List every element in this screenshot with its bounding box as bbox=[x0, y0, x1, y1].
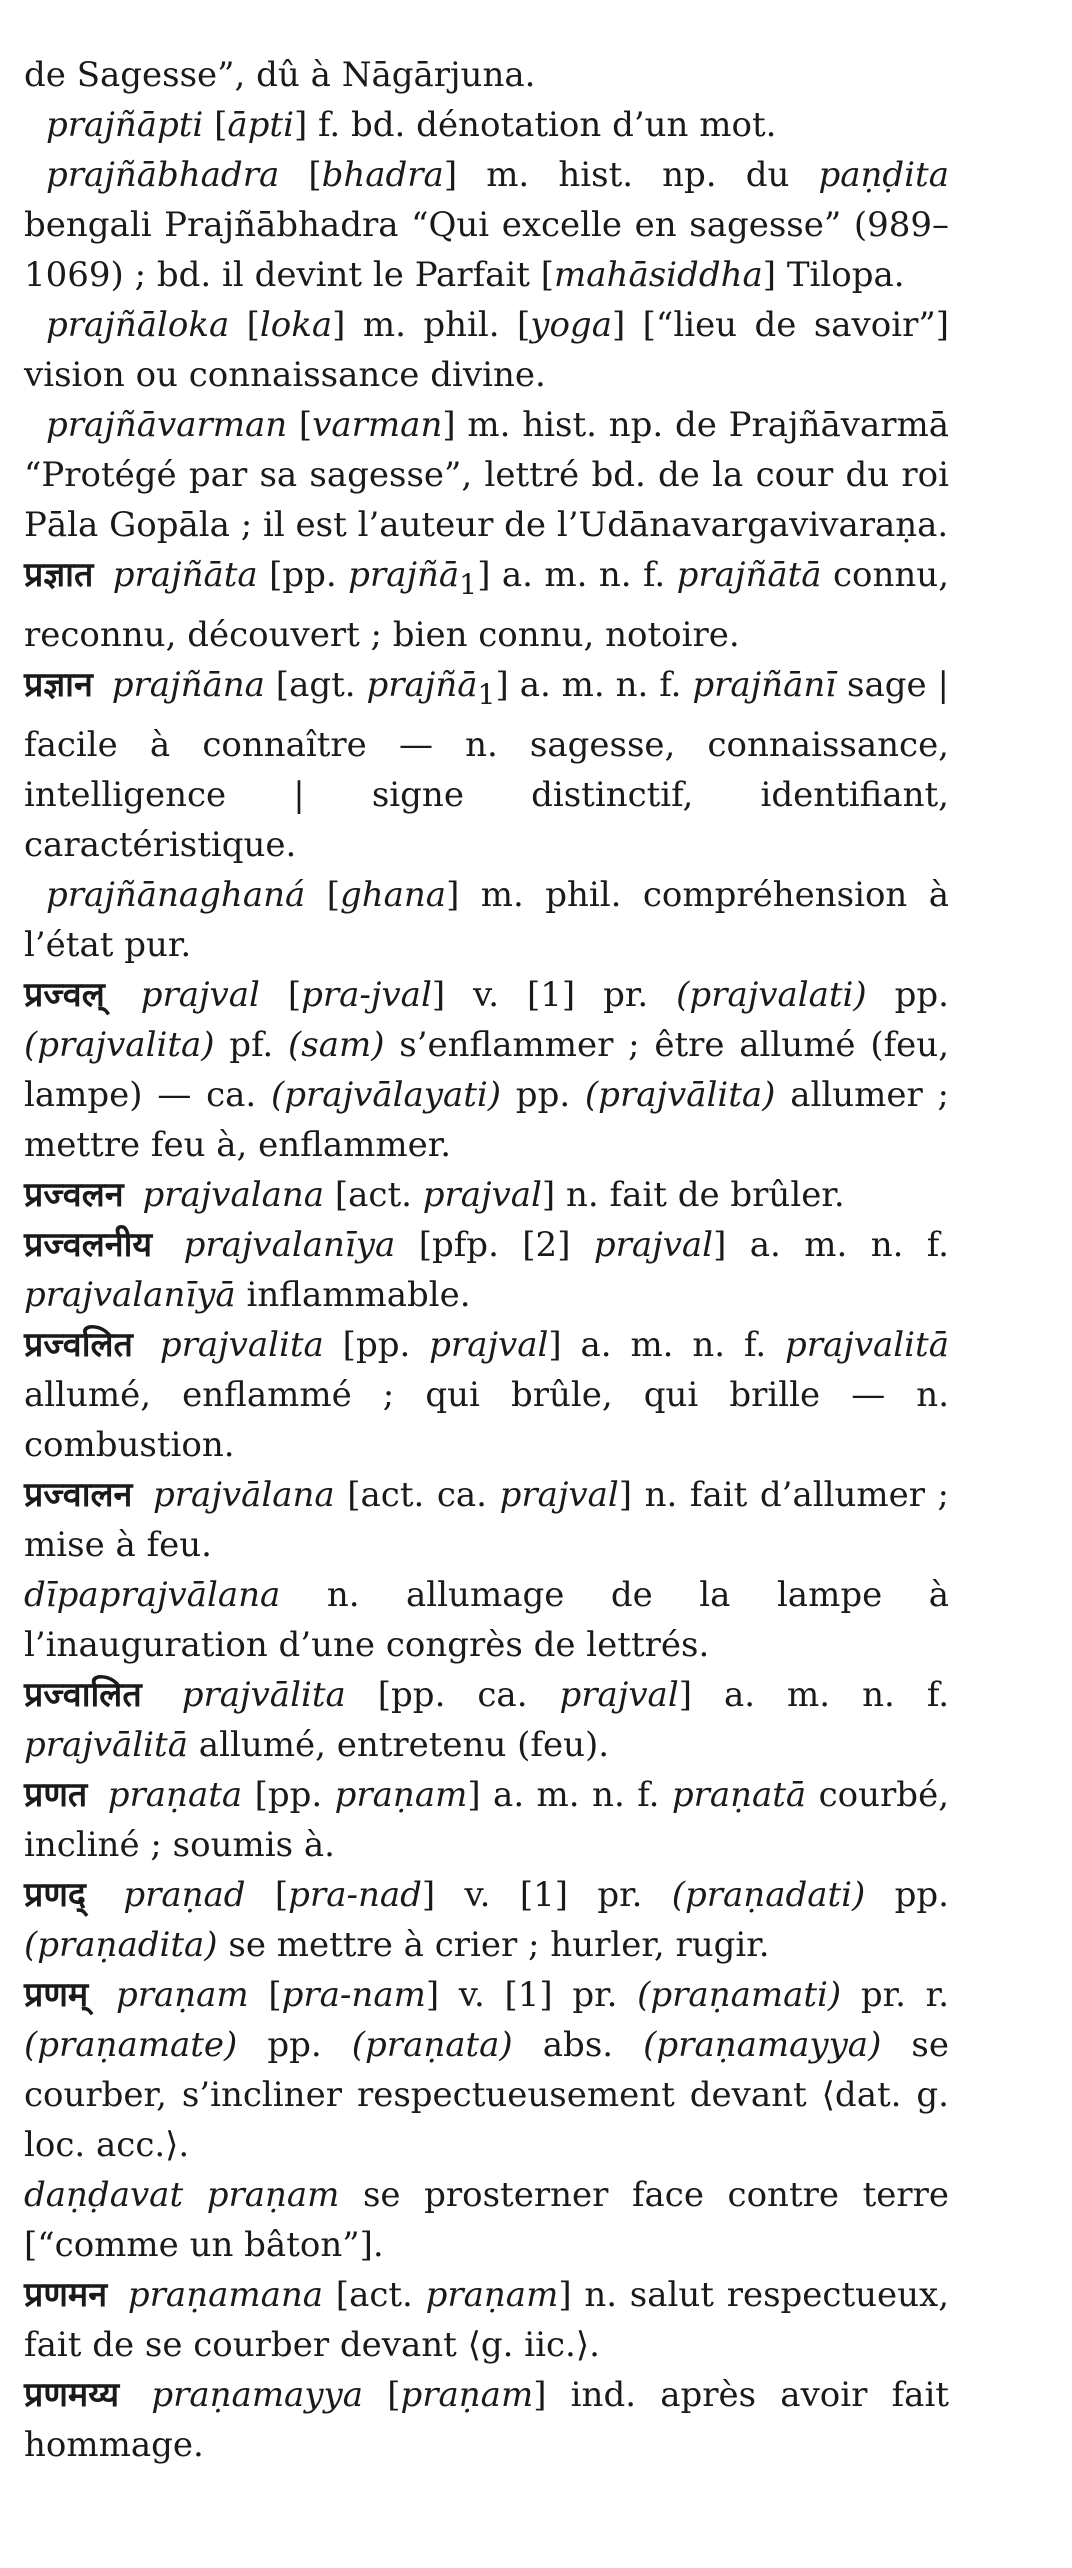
italic-text: (prajvālayati) bbox=[271, 1074, 502, 1115]
italic-text: prajval bbox=[499, 1474, 619, 1515]
entry-text: [ bbox=[229, 305, 260, 345]
entry-text bbox=[115, 2275, 128, 2315]
entry-text: [act. bbox=[323, 2274, 426, 2315]
italic-text: (praṇamayya) bbox=[643, 2024, 882, 2065]
italic-text: praṇata bbox=[107, 1774, 243, 1815]
entry-text: ] v. [1] pr. bbox=[425, 1974, 638, 2015]
italic-text: prajñāvarman bbox=[46, 405, 288, 445]
italic-text: prajñāloka bbox=[46, 305, 230, 345]
entry-text: [ bbox=[259, 974, 302, 1015]
italic-text: prajvalanīya bbox=[183, 1224, 396, 1265]
entry-text: [ bbox=[305, 874, 340, 915]
italic-text: prajñā bbox=[366, 664, 478, 705]
dictionary-entry-prajnabhadra bbox=[24, 150, 949, 300]
entry-text: allumer ; mettre feu à, enflammer. bbox=[24, 1074, 950, 1165]
italic-text: prajñāna bbox=[111, 664, 265, 705]
entry-text: pp. bbox=[501, 1074, 585, 1115]
italic-text: prajvalitā bbox=[785, 1324, 949, 1365]
italic-text: (prajvālita) bbox=[584, 1074, 776, 1115]
dictionary-page bbox=[24, 50, 949, 2470]
entry-text: abs. bbox=[512, 2024, 644, 2065]
italic-text: prajvalita bbox=[159, 1324, 324, 1365]
entry-text: ] a. m. n. f. bbox=[713, 1224, 949, 1265]
entry-text: allumé, entretenu (feu). bbox=[188, 1724, 610, 1765]
devanagari-headword: प्रणमय्य bbox=[24, 2374, 120, 2415]
entry-text: pp. bbox=[866, 974, 949, 1015]
italic-text: (praṇamati) bbox=[637, 1974, 842, 2015]
entry-text: se mettre à crier ; hurler, rugir. bbox=[217, 1924, 770, 1965]
dictionary-entry-prajnapti bbox=[24, 100, 949, 150]
dictionary-entry-prajval bbox=[24, 970, 949, 1170]
entry-text bbox=[150, 1675, 182, 1715]
entry-text: [pp. bbox=[323, 1324, 430, 1365]
italic-text: praṇam bbox=[400, 2374, 534, 2415]
entry-text: ] v. [1] pr. bbox=[431, 974, 677, 1015]
italic-text: paṇḍita bbox=[818, 155, 949, 195]
entry-text: ] a. m. n. f. bbox=[467, 1774, 672, 1815]
entry-text: bengali Prajñābhadra “Qui excelle en sagesse” (989–1069) ; bd. il devint le Parfait [ bbox=[24, 205, 949, 295]
devanagari-headword: प्रज्वलन bbox=[24, 1174, 124, 1215]
dictionary-entry-pranata bbox=[24, 1770, 949, 1870]
entry-text bbox=[160, 1225, 183, 1265]
dictionary-entry-prajvalita bbox=[24, 1320, 949, 1470]
entry-text bbox=[127, 2375, 151, 2415]
entry-text: [pp. bbox=[242, 1774, 335, 1815]
entry-text: ] v. [1] pr. bbox=[421, 1874, 672, 1915]
entry-text: connu, reconnu, découvert ; bien connu, notoire. bbox=[24, 555, 950, 655]
dictionary-entry-prajnata bbox=[24, 550, 949, 660]
italic-text: āpti bbox=[227, 105, 294, 145]
dictionary-entry-prajvaalana bbox=[24, 1470, 949, 1570]
italic-text: prajval bbox=[140, 974, 260, 1015]
entry-text: ] a. m. n. f. bbox=[678, 1674, 949, 1715]
italic-text: praṇam bbox=[115, 1974, 249, 2015]
italic-text: prajñātā bbox=[676, 555, 822, 595]
entry-text: [ bbox=[245, 1874, 289, 1915]
italic-text: prajvalanīyā bbox=[24, 1274, 236, 1315]
entry-text: ] [“lieu de savoir”] vision ou connaissance divine. bbox=[24, 305, 950, 395]
entry-text: se courber, s’incliner respectueusement devant ⟨dat. g. loc. acc.⟩. bbox=[24, 2024, 949, 2165]
entry-text: ] n. salut respectueux, fait de se courber devant ⟨g. iic.⟩. bbox=[24, 2274, 950, 2365]
entry-text: ] f. bd. dénotation d’un mot. bbox=[293, 105, 777, 145]
entry-text: ] m. phil. [ bbox=[332, 305, 531, 345]
italic-text: loka bbox=[259, 305, 333, 345]
italic-text: (praṇadita) bbox=[24, 1924, 218, 1965]
dictionary-entry-dandavat bbox=[24, 2170, 949, 2270]
italic-text: prajvālitā bbox=[24, 1724, 188, 1765]
italic-text: varman bbox=[312, 405, 443, 445]
devanagari-headword: प्रज्ञात bbox=[24, 555, 94, 595]
entry-text: [ bbox=[279, 155, 322, 195]
entry-text: pf. bbox=[214, 1024, 289, 1065]
devanagari-headword: प्रणत bbox=[24, 1774, 88, 1815]
entry-text: ] n. fait d’allumer ; mise à feu. bbox=[24, 1474, 950, 1565]
italic-text: praṇamayya bbox=[151, 2374, 364, 2415]
italic-text: prajval bbox=[429, 1324, 549, 1365]
devanagari-headword: प्रणमन bbox=[24, 2274, 108, 2315]
italic-text: prajval bbox=[422, 1174, 542, 1215]
dictionary-entry-prajvalaniya bbox=[24, 1220, 949, 1320]
italic-text: dīpaprajvālana bbox=[24, 1574, 281, 1615]
italic-text: pra-jval bbox=[301, 974, 432, 1015]
devanagari-headword: प्रज्वालन bbox=[24, 1474, 133, 1515]
italic-text: praṇam bbox=[334, 1774, 468, 1815]
entry-text: n. allumage de la lampe à l’inauguration d’une congrès de lettrés. bbox=[24, 1574, 949, 1665]
entry-text: [act. ca. bbox=[334, 1474, 500, 1515]
italic-text: prajñāpti bbox=[46, 105, 204, 145]
italic-text: mahāsiddha bbox=[554, 255, 763, 295]
italic-text: (praṇamate) bbox=[24, 2024, 238, 2065]
devanagari-headword: प्रज्वलित bbox=[24, 1324, 133, 1365]
entry-text: de Sagesse”, dû à Nāgārjuna. bbox=[24, 55, 536, 95]
italic-text: prajñābhadra bbox=[46, 155, 280, 195]
italic-text: bhadra bbox=[321, 155, 444, 195]
entry-text bbox=[96, 1975, 116, 2015]
entry-text bbox=[132, 1175, 143, 1215]
italic-text: daṇḍavat praṇam bbox=[24, 2174, 340, 2215]
entry-text bbox=[95, 1775, 107, 1815]
entry-text: se prosterner face contre terre [“comme un bâton”]. bbox=[24, 2174, 949, 2265]
entry-text: ] a. m. n. f. bbox=[477, 555, 677, 595]
italic-text: praṇad bbox=[123, 1874, 246, 1915]
entry-text: [ bbox=[248, 1974, 282, 2015]
italic-text: praṇamana bbox=[127, 2274, 324, 2315]
entry-text: [ bbox=[203, 105, 228, 145]
entry-text: ] a. m. n. f. bbox=[548, 1324, 785, 1365]
entry-text bbox=[94, 1875, 123, 1915]
entry-text: ] Tilopa. bbox=[762, 255, 905, 295]
entry-text bbox=[101, 665, 112, 705]
entry-text: pp. bbox=[865, 1874, 949, 1915]
entry-text: s’enflammer ; être allumé (feu, lampe) — ca. bbox=[24, 1024, 949, 1115]
italic-text: prajñā bbox=[348, 555, 460, 595]
entry-text: [pp. bbox=[257, 555, 349, 595]
italic-text: prajvālita bbox=[181, 1674, 346, 1715]
devanagari-headword: प्रणद् bbox=[24, 1874, 86, 1915]
entry-text: [pp. ca. bbox=[345, 1674, 560, 1715]
dictionary-entry-prajvaalita bbox=[24, 1670, 949, 1770]
entry-text: sage | facile à connaître — n. sagesse, connaissance, intelligence | signe distinctif, identifiant, caractéristique. bbox=[24, 664, 949, 865]
entry-text: courbé, incliné ; soumis à. bbox=[24, 1774, 949, 1865]
italic-text: pra-nad bbox=[288, 1874, 422, 1915]
italic-text: (sam) bbox=[288, 1024, 385, 1065]
dictionary-entry-prajnana bbox=[24, 660, 949, 870]
entry-text: inflammable. bbox=[235, 1274, 471, 1315]
dictionary-entry-dipaprajvalana bbox=[24, 1570, 949, 1670]
italic-text: (prajvalita) bbox=[24, 1024, 215, 1065]
dictionary-entry-prajnavarman bbox=[24, 400, 949, 550]
devanagari-headword: प्रज्वल् bbox=[24, 974, 105, 1015]
italic-text: prajvalana bbox=[142, 1174, 325, 1215]
dictionary-entry-prajnanaghana bbox=[24, 870, 949, 970]
devanagari-headword: प्रणम् bbox=[24, 1974, 89, 2015]
entry-text bbox=[141, 1325, 160, 1365]
italic-text: prajñāta bbox=[112, 555, 258, 595]
entry-text: [pfp. [2] bbox=[395, 1224, 594, 1265]
dictionary-entry-prajnaloka bbox=[24, 300, 949, 400]
entry-text: [ bbox=[363, 2374, 401, 2415]
italic-text: prajval bbox=[593, 1224, 714, 1265]
entry-text: pp. bbox=[237, 2024, 352, 2065]
dictionary-entry-pranamana bbox=[24, 2270, 949, 2370]
dictionary-entry-pranad bbox=[24, 1870, 949, 1970]
italic-text: praṇatā bbox=[671, 1774, 807, 1815]
homonym-index: 1 bbox=[477, 677, 496, 711]
italic-text: praṇam bbox=[425, 2274, 559, 2315]
homonym-index: 1 bbox=[459, 567, 478, 601]
entry-text: ] m. phil. compréhension à l’état pur. bbox=[24, 874, 950, 965]
entry-text: [act. bbox=[324, 1174, 423, 1215]
entry-text bbox=[113, 975, 141, 1015]
entry-text: pr. r. bbox=[841, 1974, 950, 2015]
entry-text: [ bbox=[287, 405, 313, 445]
entry-text: ] n. fait de brûler. bbox=[541, 1174, 845, 1215]
italic-text: ghana bbox=[339, 874, 447, 915]
devanagari-headword: प्रज्वालित bbox=[24, 1674, 142, 1715]
entry-text: allumé, enflammé ; qui brûle, qui brille — n. combustion. bbox=[24, 1374, 949, 1465]
italic-text: prajñānī bbox=[692, 664, 837, 705]
devanagari-headword: प्रज्ञान bbox=[24, 664, 93, 705]
devanagari-headword: प्रज्वलनीय bbox=[24, 1224, 153, 1265]
entry-text: ] ind. après avoir fait hommage. bbox=[24, 2374, 949, 2465]
entry-text: ] m. hist. np. du bbox=[443, 155, 819, 195]
dictionary-entry-pranam bbox=[24, 1970, 949, 2170]
entry-text bbox=[101, 555, 112, 595]
dictionary-entry-pranamayya bbox=[24, 2370, 949, 2470]
entry-text: ] m. hist. np. de Prajñāvarmā “Protégé par sa sagesse”, lettré bd. de la cour du roi Pāla Gopāla ; il est l’auteur de l’Udānavargavivaraṇa. bbox=[24, 405, 950, 545]
italic-text: yoga bbox=[530, 305, 612, 345]
italic-text: prajñānaghaná bbox=[46, 874, 306, 915]
entry-text bbox=[140, 1475, 153, 1515]
italic-text: pra-nam bbox=[281, 1974, 426, 2015]
dictionary-entry-cont bbox=[24, 50, 949, 100]
entry-text: [agt. bbox=[264, 664, 367, 705]
italic-text: prajvālana bbox=[153, 1474, 335, 1515]
italic-text: prajval bbox=[559, 1674, 679, 1715]
italic-text: (praṇata) bbox=[351, 2024, 513, 2065]
entry-text: ] a. m. n. f. bbox=[495, 664, 693, 705]
italic-text: (praṇadati) bbox=[671, 1874, 866, 1915]
italic-text: (prajvalati) bbox=[676, 974, 867, 1015]
dictionary-entry-prajvalana bbox=[24, 1170, 949, 1220]
